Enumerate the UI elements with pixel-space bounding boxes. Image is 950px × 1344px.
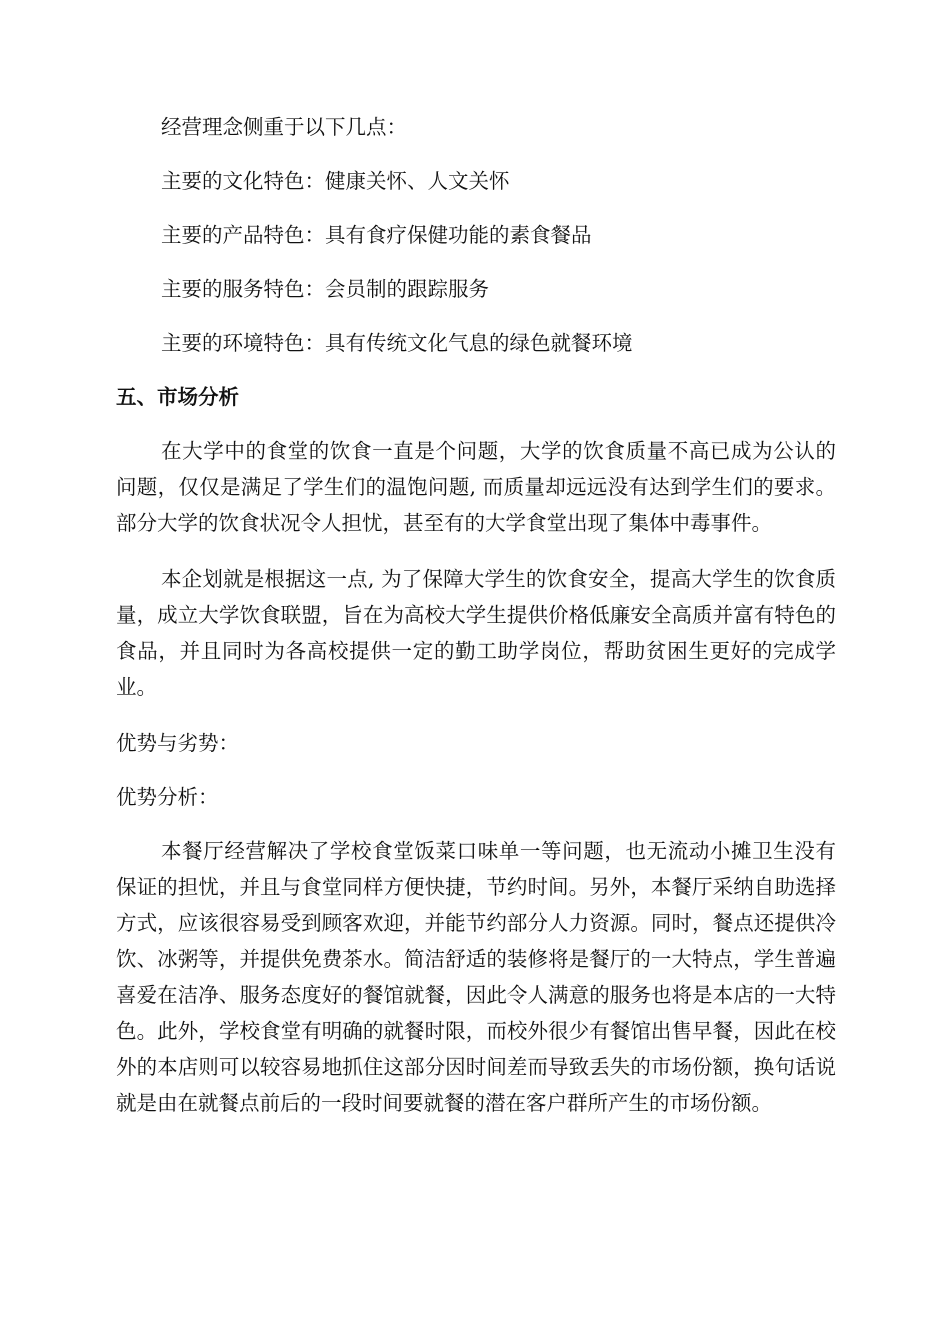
feature-product: 主要的产品特色：具有食疗保健功能的素食餐品 <box>161 223 592 247</box>
paragraph-1: 在大学中的食堂的饮食一直是个问题，大学的饮食质量不高已成为公认的问题，仅仅是满足了学生们的温饱问题, 而质量却远远没有达到学生们的要求。部分大学的饮食状况令人担忧，甚至有的大学食堂出现了集体中毒事件。 <box>116 439 836 535</box>
section-heading: 五、市场分析 <box>116 385 239 409</box>
feature-environment: 主要的环境特色：具有传统文化气息的绿色就餐环境 <box>161 331 633 355</box>
subheading-advantages: 优势分析： <box>116 785 219 809</box>
paragraph-3: 本餐厅经营解决了学校食堂饭菜口味单一等问题，也无流动小摊卫生没有保证的担忧，并且与食堂同样方便快捷，节约时间。另外，本餐厅采纳自助选择方式，应该很容易受到顾客欢迎，并能节约部分人力资源。同时，餐点还提供冷饮、冰粥等，并提供免费茶水。简洁舒适的装修将是餐厅的一大特点，学生普遍喜爱在洁净、服务态度好的餐馆就餐，因此令人满意的服务也将是本店的一大特色。此外，学校食堂有明确的就餐时限，而校外很少有餐馆出售早餐，因此在校外的本店则可以较容易地抓住这部分因时间差而导致丢失的市场份额，换句话说就是由在就餐点前后的一段时间要就餐的潜在客户群所产生的市场份额。 <box>116 839 836 1115</box>
feature-culture: 主要的文化特色：健康关怀、人文关怀 <box>161 169 510 193</box>
paragraph-2: 本企划就是根据这一点, 为了保障大学生的饮食安全，提高大学生的饮食质量，成立大学饮食联盟，旨在为高校大学生提供价格低廉安全高质并富有特色的食品，并且同时为各高校提供一定的勤工助学岗位，帮助贫困生更好的完成学业。 <box>116 567 836 699</box>
subheading-pros-cons: 优势与劣势： <box>116 731 239 755</box>
list-intro: 经营理念侧重于以下几点： <box>161 115 407 139</box>
feature-service: 主要的服务特色：会员制的跟踪服务 <box>161 277 489 301</box>
document-page <box>116 109 836 1121</box>
